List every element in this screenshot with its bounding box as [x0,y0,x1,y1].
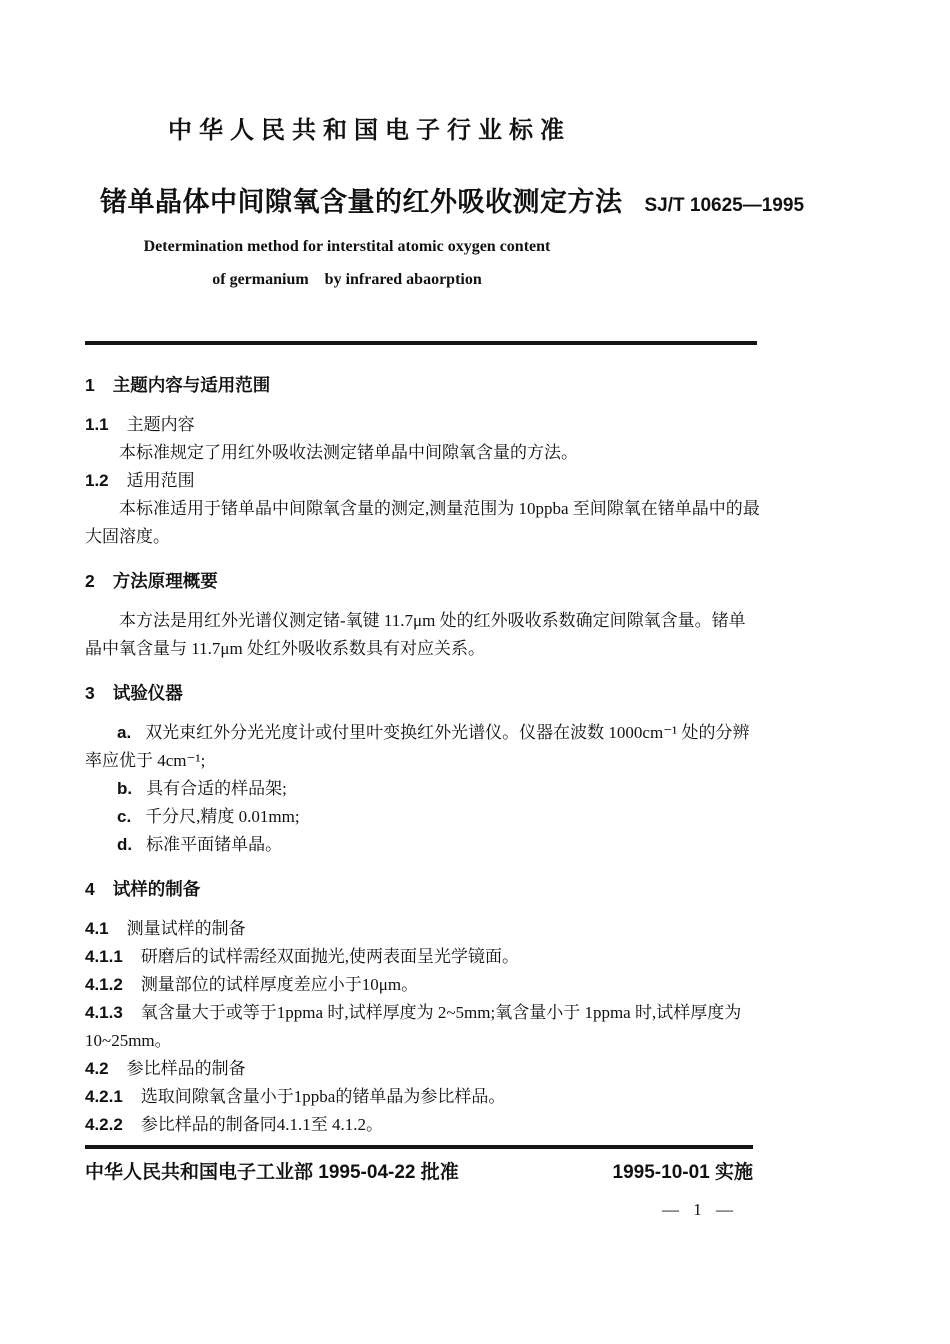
clause-number: 4.1 [85,919,109,938]
clause-number: 4.1.2 [85,975,123,994]
standard-number: SJ/T 10625—1995 [644,195,805,216]
section-4-heading: 4 试样的制备 [85,879,201,899]
section-3-heading: 3 试验仪器 [85,683,183,703]
clause-4-2-2: 4.2.2 参比样品的制备同4.1.1至 4.1.2。 [85,1115,384,1134]
bottom-divider [85,1145,753,1149]
list-item-letter: c. [117,807,132,826]
document-title-en-line1: Determination method for interstital atomic oxygen content [143,238,551,255]
document-title-cn: 锗单晶体中间隙氧含量的红外吸收测定方法 [100,187,623,217]
list-item-letter: a. [117,723,132,742]
footer-approval: 中华人民共和国电子工业部 1995-04-22 批准 [85,1162,459,1183]
section-number: 1 [85,375,95,395]
standard-org-title: 中华人民共和国电子行业标准 [168,117,571,144]
clause-number: 4.1.1 [85,947,123,966]
document-title-row [100,180,804,219]
clause-4-1-heading: 4.1 测量试样的制备 [85,919,246,938]
paragraph-line: 晶中氧含量与 11.7μm 处红外吸收系数具有对应关系。 [85,639,485,658]
paragraph-line: 本方法是用红外光谱仪测定锗-氧键 11.7μm 处的红外吸收系数确定间隙氧含量。锗单 [119,611,746,630]
clause-4-1-1: 4.1.1 研磨后的试样需经双面抛光,使两表面呈光学镜面。 [85,947,520,966]
document-body [85,355,875,1139]
list-item-letter: b. [117,779,133,798]
clause-number: 1.2 [85,471,109,490]
clause-number: 4.2.2 [85,1115,123,1134]
footer [85,1157,753,1184]
clause-number: 4.2.1 [85,1087,123,1106]
section-number: 3 [85,683,95,703]
list-item-a: a. 双光束红外分光光度计或付里叶变换红外光谱仪。仪器在波数 1000cm⁻¹ 处的分辨 [117,723,750,742]
page-number: — 1 — [662,1200,738,1219]
top-divider [85,341,757,345]
clause-4-1-2: 4.1.2 测量部位的试样厚度差应小于10μm。 [85,975,419,994]
paragraph-line: 10~25mm。 [85,1031,172,1050]
list-item-b: b. 具有合适的样品架; [117,779,287,798]
clause-4-1-3: 4.1.3 氧含量大于或等于1ppma 时,试样厚度为 2~5mm;氧含量小于 1ppma 时,试样厚度为 [85,1003,742,1022]
clause-number: 4.2 [85,1059,109,1078]
paragraph-line: 本标准适用于锗单晶中间隙氧含量的测定,测量范围为 10ppba 至间隙氧在锗单晶中的最 [119,499,760,518]
clause-1-1-heading: 1.1 主题内容 [85,415,195,434]
paragraph-line: 大固溶度。 [85,527,170,546]
clause-4-2-heading: 4.2 参比样品的制备 [85,1059,246,1078]
section-number: 2 [85,571,95,591]
list-item-letter: d. [117,835,133,854]
clause-4-2-1: 4.2.1 选取间隙氧含量小于1ppba的锗单晶为参比样品。 [85,1087,506,1106]
document-title-en [137,238,557,289]
section-number: 4 [85,879,95,899]
document-title-en-line2: of germanium by infrared abaorption [212,271,482,288]
list-item-d: d. 标准平面锗单晶。 [117,835,283,854]
section-1-heading: 1 主题内容与适用范围 [85,375,271,395]
list-item-c: c. 千分尺,精度 0.01mm; [117,807,300,826]
clause-1-2-heading: 1.2 适用范围 [85,471,195,490]
paragraph-line: 本标准规定了用红外吸收法测定锗单晶中间隙氧含量的方法。 [119,443,578,462]
section-2-heading: 2 方法原理概要 [85,571,218,591]
clause-number: 4.1.3 [85,1003,123,1022]
clause-number: 1.1 [85,415,109,434]
footer-effective-date: 1995-10-01 实施 [612,1162,753,1183]
paragraph-line: 率应优于 4cm⁻¹; [85,751,206,770]
